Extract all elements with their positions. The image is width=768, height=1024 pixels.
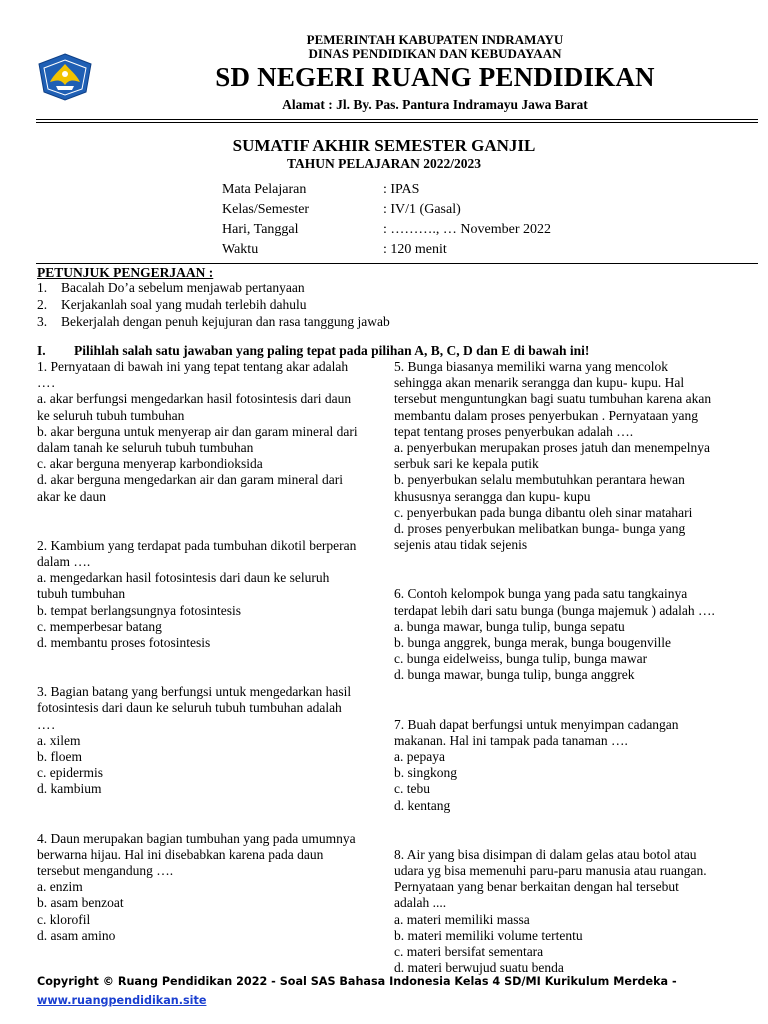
answer-option: d. bunga mawar, bunga tulip, bunga anggrek [394, 667, 635, 683]
instruction-item: 2. Kerjakanlah soal yang mudah terlebih dahulu [37, 297, 307, 312]
answer-option: b. tempat berlangsungnya fotosintesis [37, 602, 241, 618]
info-divider [36, 263, 758, 264]
answer-option: a. xilem [37, 732, 81, 748]
answer-option: a. enzim [37, 879, 83, 895]
question-3: 3. Bagian batang yang berfungsi untuk mengedarkan hasil fotosintesis dari daun ke seluruh tubuh tumbuhan adalah …. a. xilem b. floem c. epidermis d. kambium [37, 684, 370, 797]
info-value: : 120 menit [383, 242, 447, 257]
section-instruction: Pilihlah salah satu jawaban yang paling tepat pada pilihan A, B, C, D dan E di bawah ini! [74, 343, 590, 358]
question-2: 2. Kambium yang terdapat pada tumbuhan dikotil berperan dalam …. a. mengedarkan hasil fotosintesis dari daun ke seluruh tubuh tumbuhan b. tempat berlangsungnya fotosintesis c. memperbesar batang d. membantu proses fotosintesis [37, 538, 370, 651]
answer-option: c. akar berguna menyerap karbondioksida [37, 456, 263, 472]
info-label: Mata Pelajaran [222, 182, 307, 197]
header-department: DINAS PENDIDIKAN DAN KEBUDAYAAN [308, 46, 562, 61]
question-5: 5. Bunga biasanya memiliki warna yang mencolok sehingga akan menarik serangga dan kupu- kupu. Hal tersebut menguntungkan bagi suatu tumbuhan karena akan membantu dalam proses penyerbukan . Pernyataan yang tepat tentang proses penyerbukan adalah …. a. penyerbukan merupakan proses jatuh dan menempelnya serbuk sari ke kepala putik b. penyerbukan selalu membutuhkan perantara hewan khususnya serangga dan kupu- kupu c. penyerbukan pada bunga dibantu oleh sinar matahari d. proses penyerbukan melibatkan bunga- bunga yang sejenis atau tidak sejenis [394, 359, 739, 553]
answer-option: d. kambium [37, 781, 102, 797]
answer-option: a. akar berfungsi mengedarkan hasil fotosintesis dari daun [37, 391, 352, 407]
instructions-list [37, 279, 390, 330]
tut-wuri-handayani-logo-icon [36, 52, 94, 102]
info-value: : IV/1 (Gasal) [383, 202, 461, 217]
footer [37, 972, 737, 1010]
info-label: Hari, Tanggal [222, 222, 299, 237]
section-number: I. [37, 343, 46, 358]
answer-option: b. penyerbukan selalu membutuhkan perantara hewan [394, 472, 685, 488]
header-government: PEMERINTAH KABUPATEN INDRAMAYU [306, 32, 564, 47]
answer-option: b. materi memiliki volume tertentu [394, 927, 583, 943]
answer-option: d. membantu proses fotosintesis [37, 635, 211, 651]
answer-option: b. akar berguna untuk menyerap air dan garam mineral dari [37, 423, 358, 439]
instructions-title: PETUNJUK PENGERJAAN : [37, 265, 214, 280]
answer-option: a. mengedarkan hasil fotosintesis dari daun ke seluruh [37, 570, 330, 586]
section-heading [37, 343, 589, 359]
info-label: Waktu [222, 242, 259, 257]
footer-copyright: Copyright © Ruang Pendidikan 2022 - Soal SAS Bahasa Indonesia Kelas 4 SD/MI Kurikulum Merdeka - [37, 975, 677, 988]
exam-title: SUMATIF AKHIR SEMESTER GANJIL [232, 136, 536, 155]
answer-option: b. bunga anggrek, bunga merak, bunga bougenville [394, 635, 672, 651]
footer-website-link[interactable]: www.ruangpendidikan.site [37, 994, 207, 1007]
questions-right-column [394, 359, 739, 977]
question-1: 1. Pernyataan di bawah ini yang tepat tentang akar adalah …. a. akar berfungsi mengedarkan hasil fotosintesis dari daun ke seluruh tubuh tumbuhan b. akar berguna untuk menyerap air dan garam mineral dari dalam tanah ke seluruh tubuh tumbuhan c. akar berguna menyerap karbondioksida d. akar berguna mengedarkan air dan garam mineral dari akar ke daun [37, 359, 370, 505]
answer-option: b. singkong [394, 765, 458, 781]
instruction-item: 1. Bacalah Do’a sebelum menjawab pertanyaan [37, 280, 305, 295]
answer-option: d. asam amino [37, 927, 116, 943]
info-label: Kelas/Semester [222, 202, 310, 217]
exam-year: TAHUN PELAJARAN 2022/2023 [286, 156, 481, 171]
school-name: SD NEGERI RUANG PENDIDIKAN [215, 62, 655, 92]
answer-option: b. asam benzoat [37, 895, 124, 911]
answer-option: d. akar berguna mengedarkan air dan garam mineral dari [37, 472, 343, 488]
exam-info-values [383, 180, 551, 260]
school-address: Alamat : Jl. By. Pas. Pantura Indramayu Jawa Barat [282, 97, 588, 112]
question-7: 7. Buah dapat berfungsi untuk menyimpan cadangan makanan. Hal ini tampak pada tanaman …. a. pepaya b. singkong c. tebu d. kentang [394, 717, 739, 814]
instruction-item: 3. Bekerjalah dengan penuh kejujuran dan rasa tanggung jawab [37, 314, 390, 329]
header-divider [36, 119, 758, 120]
answer-option: c. epidermis [37, 765, 103, 781]
answer-option: a. penyerbukan merupakan proses jatuh dan menempelnya [394, 440, 711, 456]
answer-option: a. pepaya [394, 749, 445, 765]
exam-info-labels [222, 180, 309, 260]
answer-option: d. kentang [394, 797, 451, 813]
info-value: : IPAS [383, 182, 420, 197]
question-6: 6. Contoh kelompok bunga yang pada satu tangkainya terdapat lebih dari satu bunga (bunga majemuk ) adalah …. a. bunga mawar, bunga tulip, bunga sepatu b. bunga anggrek, bunga merak, bunga bougenville c. bunga eidelweiss, bunga tulip, bunga mawar d. bunga mawar, bunga tulip, bunga anggrek [394, 586, 739, 683]
answer-option: b. floem [37, 749, 82, 765]
questions-left-column [37, 359, 370, 944]
question-4: 4. Daun merupakan bagian tumbuhan yang pada umumnya berwarna hijau. Hal ini disebabkan karena pada daun tersebut mengandung …. a. enzim b. asam benzoat c. klorofil d. asam amino [37, 831, 370, 944]
answer-option: c. tebu [394, 781, 430, 797]
answer-option: c. materi bersifat sementara [394, 944, 544, 960]
answer-option: c. klorofil [37, 911, 91, 927]
info-value: : ………., … November 2022 [383, 222, 551, 237]
answer-option: a. materi memiliki massa [394, 911, 530, 927]
answer-option: d. materi berwujud suatu benda [394, 960, 564, 976]
header-divider-thin [36, 122, 758, 123]
answer-option: d. proses penyerbukan melibatkan bunga- bunga yang [394, 521, 686, 537]
answer-option: c. penyerbukan pada bunga dibantu oleh sinar matahari [394, 504, 693, 520]
answer-option: c. bunga eidelweiss, bunga tulip, bunga mawar [394, 651, 648, 667]
answer-option: a. bunga mawar, bunga tulip, bunga sepatu [394, 618, 625, 634]
answer-option: c. memperbesar batang [37, 618, 162, 634]
question-8: 8. Air yang bisa disimpan di dalam gelas atau botol atau udara yg bisa memenuhi paru-paru manusia atau ruangan. Pernyataan yang benar berkaitan dengan hal tersebut adalah .... a. materi memiliki massa b. materi memiliki volume tertentu c. materi bersifat sementara d. materi berwujud suatu benda [394, 847, 739, 977]
